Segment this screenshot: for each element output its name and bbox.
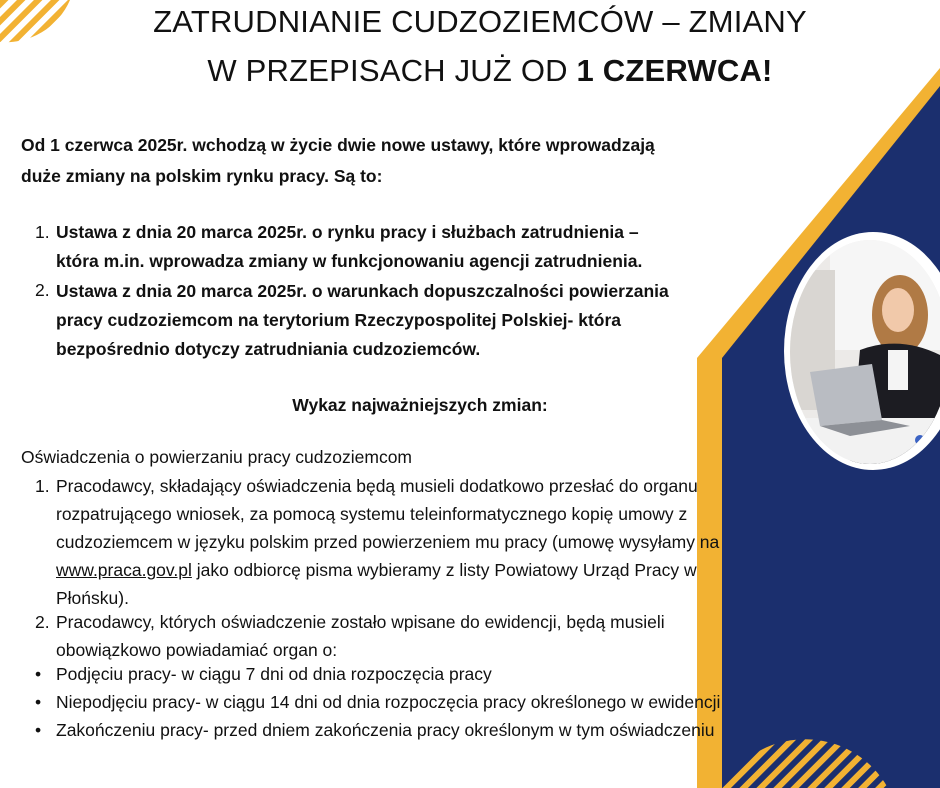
bullet-icon: • xyxy=(35,664,42,684)
bullet-icon: • xyxy=(35,720,42,740)
law-1-line-1: Ustawa z dnia 20 marca 2025r. o rynku pracy i służbach zatrudnienia – xyxy=(56,222,639,242)
item-1-line-4 xyxy=(56,556,697,585)
title-prefix: W PRZEPISACH JUŻ OD xyxy=(207,53,577,88)
item-1-line-5: Płońsku). xyxy=(56,588,129,608)
item-1-line-3: cudzoziemcem w języku polskim przed powierzeniem mu pracy (umowę wysyłamy na xyxy=(56,532,720,552)
title-highlight: 1 CZERWCA! xyxy=(576,53,773,88)
praca-gov-link[interactable]: www.praca.gov.pl xyxy=(56,560,192,580)
law-2-number: 2. xyxy=(35,280,50,300)
page-title-line1: ZATRUDNIANIE CUDZOZIEMCÓW – ZMIANY xyxy=(153,4,807,39)
item-1-line-2: rozpatrującego wniosek, za pomocą systemu teleinformatycznego kopię umowy z xyxy=(56,504,688,524)
item-2-line-1: Pracodawcy, których oświadczenie zostało wpisane do ewidencji, będą musieli xyxy=(56,612,665,632)
intro-line-2: duże zmiany na polskim rynku pracy. Są to: xyxy=(21,166,383,186)
item-2-line-2: obowiązkowo powiadamiać organ o: xyxy=(56,640,338,660)
page-title-line2 xyxy=(10,53,940,89)
bullet-icon: • xyxy=(35,692,42,712)
bullet-item-3: Zakończeniu pracy- przed dniem zakończenia pracy określonym w tym oświadczeniu xyxy=(56,720,715,740)
changes-heading: Wykaz najważniejszych zmian: xyxy=(292,395,548,415)
bullet-item-2: Niepodjęciu pracy- w ciągu 14 dni od dnia rozpoczęcia pracy określonego w ewidencji xyxy=(56,692,721,712)
bullet-item-1: Podjęciu pracy- w ciągu 7 dni od dnia rozpoczęcia pracy xyxy=(56,664,492,684)
item-2-number: 2. xyxy=(35,612,50,632)
item-1-line-4-rest: jako odbiorcę pisma wybieramy z listy Powiatowy Urząd Pracy w xyxy=(191,560,697,580)
law-1-number: 1. xyxy=(35,222,50,242)
item-1-line-1: Pracodawcy, składający oświadczenia będą musieli dodatkowo przesłać do organu xyxy=(56,476,698,496)
intro-line-1: Od 1 czerwca 2025r. wchodzą w życie dwie nowe ustawy, które wprowadzają xyxy=(21,135,655,155)
section-title: Oświadczenia o powierzaniu pracy cudzoziemcom xyxy=(21,447,413,467)
law-1-line-2: która m.in. wprowadza zmiany w funkcjonowaniu agencji zatrudnienia. xyxy=(56,251,643,271)
law-2-line-3: bezpośrednio dotyczy zatrudniania cudzoziemców. xyxy=(56,339,481,359)
law-2-line-2: pracy cudzoziemcom na terytorium Rzeczypospolitej Polskiej- która xyxy=(56,310,622,330)
item-1-number: 1. xyxy=(35,476,50,496)
law-2-line-1: Ustawa z dnia 20 marca 2025r. o warunkach dopuszczalności powierzania xyxy=(56,281,669,301)
